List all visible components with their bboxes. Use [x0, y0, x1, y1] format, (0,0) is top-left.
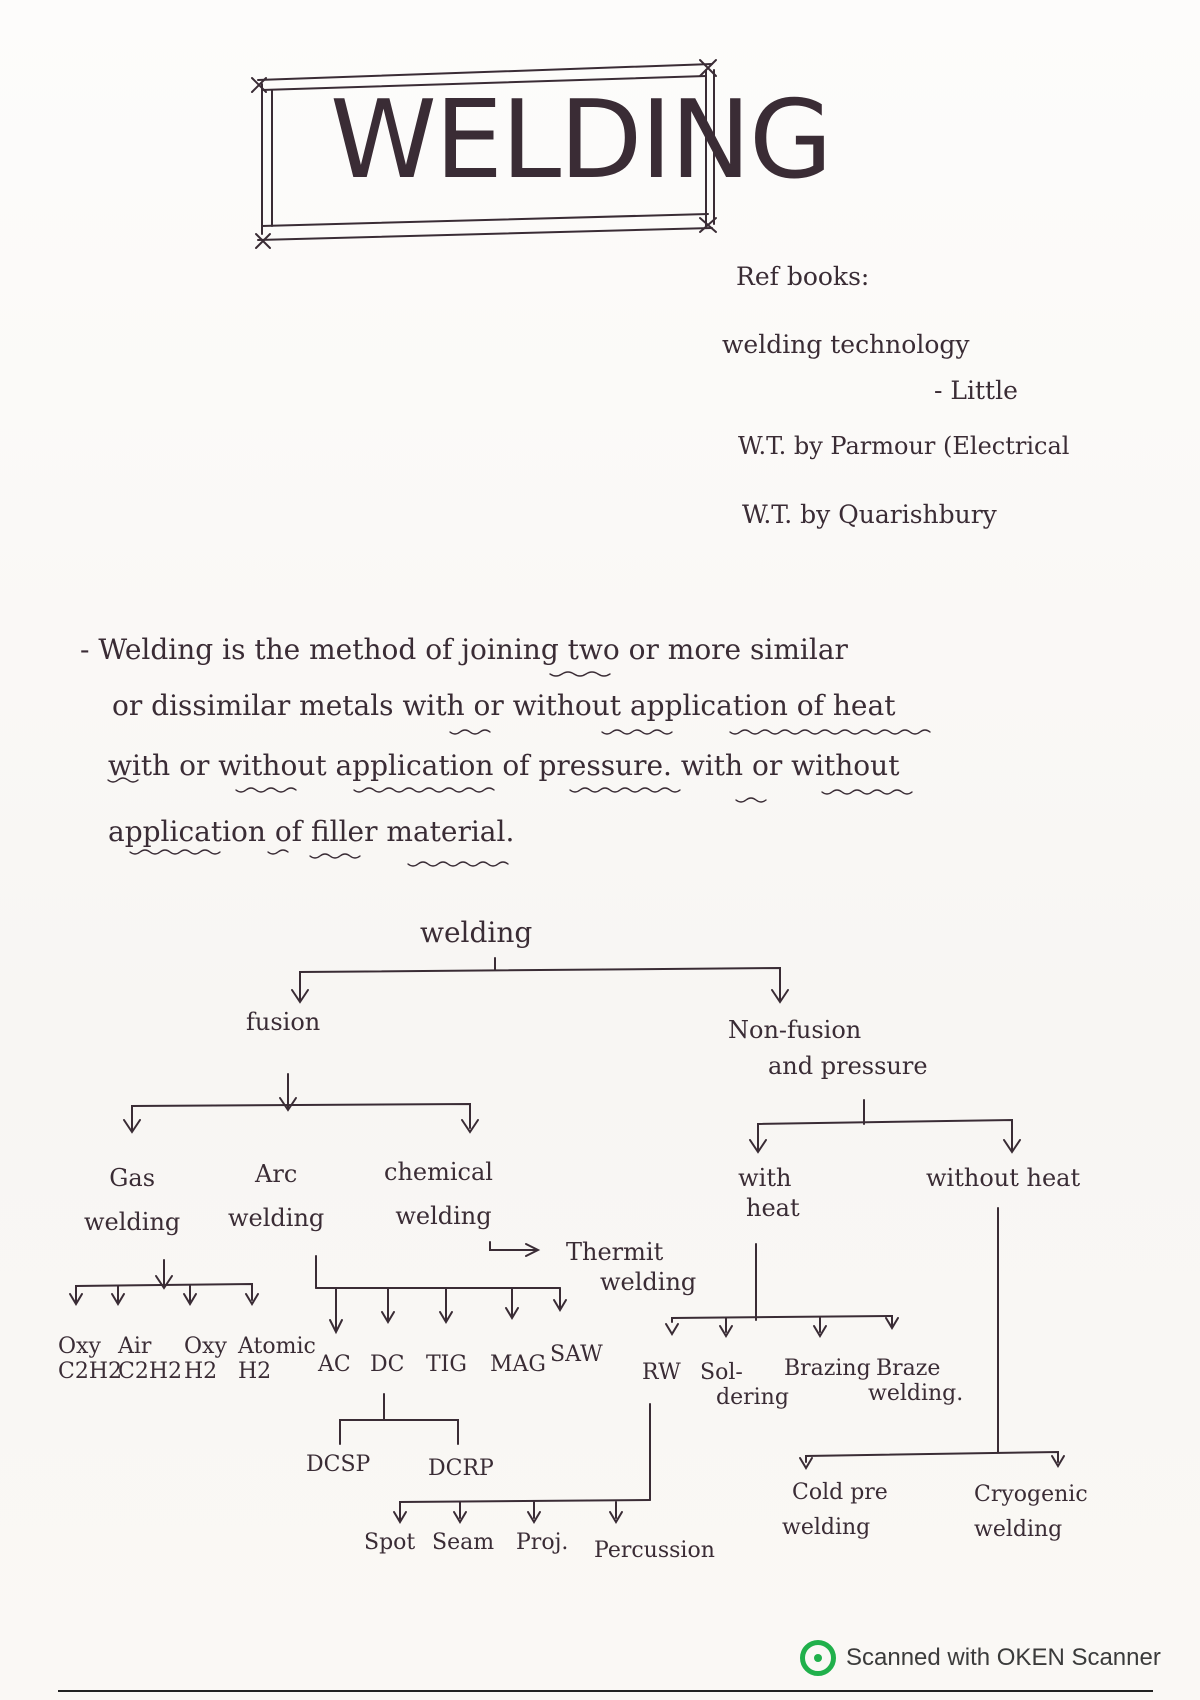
tree-with-heat-line-2: heat	[746, 1194, 800, 1222]
oken-logo-icon	[800, 1640, 836, 1676]
definition-line-4: application of filler material.	[108, 815, 515, 848]
gas-type-oxy-h2-line-2: H2	[184, 1359, 218, 1384]
rw-type-percussion: Percussion	[594, 1538, 715, 1563]
definition-line-2: or dissimilar metals with or without application of heat	[112, 689, 896, 722]
tree-gas	[84, 1164, 180, 1236]
ref-book-2: W.T. by Parmour (Electrical	[738, 432, 1070, 460]
tree-chemical-line-2: welding	[395, 1202, 492, 1230]
ref-heading: Ref books:	[736, 262, 870, 291]
arc-type-tig: TIG	[426, 1352, 467, 1377]
gas-type-air-c2h2-line-2: C2H2	[118, 1359, 183, 1384]
gas-type-atomic-h2-line-2: H2	[238, 1359, 272, 1384]
page-title	[330, 78, 831, 203]
tree-arc	[228, 1160, 324, 1232]
without-heat-type-cold-pressure-line-2: welding	[782, 1515, 871, 1540]
definition-line-3: with or without application of pressure. with or without	[108, 749, 900, 782]
with-heat-type-braze-welding	[868, 1356, 964, 1406]
tree-non-fusion-line-1: Non-fusion	[728, 1016, 862, 1044]
gas-type-oxy-h2-line-1: Oxy	[184, 1334, 227, 1359]
tree-root: welding	[420, 916, 533, 949]
tree-gas-line-1: Gas	[109, 1164, 156, 1192]
gas-type-oxy-c2h2	[58, 1334, 122, 1384]
definition-line-1: - Welding is the method of joining two or more similar	[80, 633, 848, 666]
tree-chemical	[384, 1158, 493, 1230]
tree-arc-line-2: welding	[228, 1204, 325, 1232]
tree-arc-line-1: Arc	[255, 1160, 298, 1188]
without-heat-type-cryogenic-line-1: Cryogenic	[974, 1482, 1088, 1507]
gas-type-atomic-h2	[238, 1334, 316, 1384]
with-heat-type-braze-welding-line-1: Braze	[876, 1356, 941, 1381]
with-heat-type-soldering-line-1: Sol-	[700, 1360, 743, 1385]
gas-type-oxy-h2	[184, 1334, 227, 1384]
arc-type-dc: DC	[370, 1352, 405, 1377]
with-heat-type-soldering	[700, 1360, 789, 1410]
arc-type-mag: MAG	[490, 1352, 546, 1377]
scanner-footer	[800, 1640, 1161, 1676]
tree-fusion: fusion	[246, 1008, 321, 1036]
gas-type-oxy-c2h2-line-1: Oxy	[58, 1334, 101, 1359]
tree-without-heat: without heat	[926, 1164, 1081, 1192]
with-heat-type-brazing: Brazing	[784, 1356, 871, 1381]
tree-non-fusion-line-2: and pressure	[768, 1052, 928, 1080]
ref-book-1-author: - Little	[934, 376, 1018, 405]
without-heat-type-cold-pressure-line-1: Cold pre	[792, 1480, 888, 1505]
rw-type-spot: Spot	[364, 1530, 416, 1555]
with-heat-type-braze-welding-line-2: welding.	[868, 1381, 964, 1406]
gas-type-atomic-h2-line-1: Atomic	[238, 1334, 316, 1359]
arc-type-saw: SAW	[550, 1342, 603, 1367]
tree-thermit-line-1: Thermit	[566, 1238, 664, 1266]
tree-thermit-line-2: welding	[600, 1268, 697, 1296]
gas-type-air-c2h2-line-1: Air	[118, 1334, 152, 1359]
bottom-rule	[58, 1690, 1153, 1692]
rw-type-proj: Proj.	[516, 1530, 569, 1555]
ref-book-1: welding technology	[722, 330, 970, 359]
dc-type-dcsp: DCSP	[306, 1452, 371, 1477]
tree-thermit	[566, 1238, 696, 1296]
without-heat-type-cryogenic	[974, 1482, 1088, 1542]
with-heat-type-rw: RW	[642, 1360, 681, 1385]
rw-type-seam: Seam	[432, 1530, 495, 1555]
tree-chemical-line-1: chemical	[384, 1158, 493, 1186]
tree-with-heat	[730, 1164, 800, 1222]
tree-with-heat-line-1: with	[738, 1164, 792, 1192]
gas-type-air-c2h2	[118, 1334, 182, 1384]
without-heat-type-cold-pressure	[782, 1480, 888, 1540]
without-heat-type-cryogenic-line-2: welding	[974, 1517, 1063, 1542]
with-heat-type-soldering-line-2: dering	[716, 1385, 789, 1410]
scanner-text: Scanned with OKEN Scanner	[846, 1644, 1161, 1671]
arc-type-ac: AC	[318, 1352, 351, 1377]
ref-book-3: W.T. by Quarishbury	[742, 500, 997, 529]
dc-type-dcrp: DCRP	[428, 1456, 494, 1481]
gas-type-oxy-c2h2-line-2: C2H2	[58, 1359, 123, 1384]
tree-non-fusion	[728, 1016, 928, 1080]
tree-gas-line-2: welding	[84, 1208, 181, 1236]
page-title-text: WELDING	[330, 78, 831, 203]
